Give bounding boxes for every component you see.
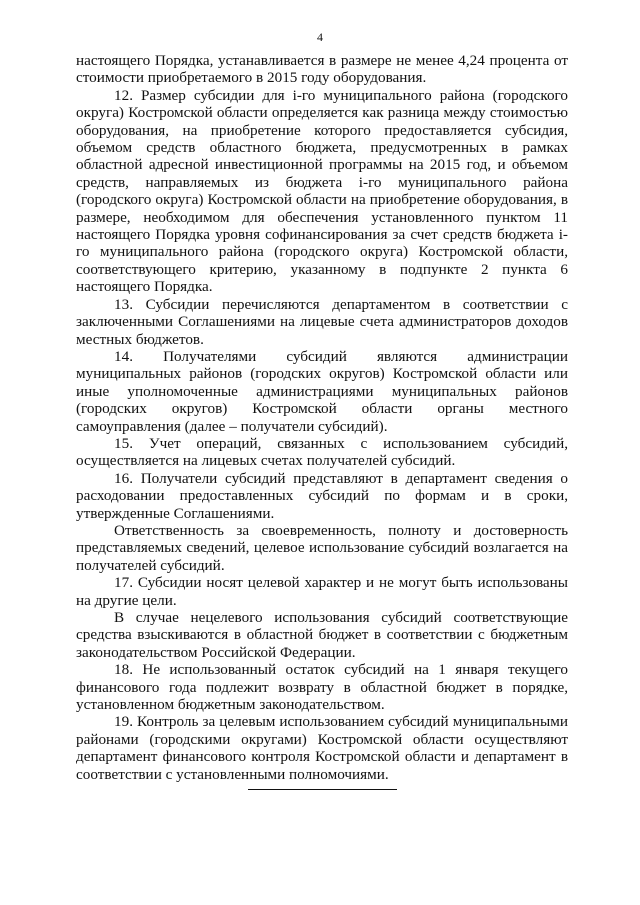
page-number: 4 xyxy=(317,30,323,44)
paragraph-19: 19. Контроль за целевым использованием субсидий муниципальными районами (городскими округами) Костромской области осуществляют департамент финансового контроля Костромской области и департамент в соответствии с установленными полномочиями. xyxy=(76,713,568,783)
paragraph-16: 16. Получатели субсидий представляют в департамент сведения о расходовании предоставленных субсидий по формам и в сроки, утвержденные Соглашениями. xyxy=(76,469,568,522)
paragraph-12: 12. Размер субсидии для i-го муниципального района (городского округа) Костромской области определяется как разница между стоимостью оборудования, на приобретение которого предоставляется субсидия, объемом средств областного бюджета, предусмотренных в рамках областной адресной инвестиционной программы на 2015 год, и объемом средств, направляемых из бюджета i-го муниципального района (городского округа) Костромской области на приобретение оборудования, в размере, необходимом для обеспечения установленного пунктом 11 настоящего Порядка уровня софинансирования за счет средств бюджета i-го муниципального района (городского округа) Костромской области, соответствующего критерию, указанному в подпункте 2 пункта 6 настоящего Порядка. xyxy=(76,86,568,296)
paragraph-14: 14. Получателями субсидий являются администрации муниципальных районов (городских округов) Костромской области или иные уполномоченные администрациями муниципальных районов (городских округов) Костромской области органы местного самоуправления (далее – получатели субсидий). xyxy=(76,347,568,435)
document-body xyxy=(76,52,568,783)
paragraph-17: 17. Субсидии носят целевой характер и не могут быть использованы на другие цели. xyxy=(76,574,568,609)
paragraph-17-misuse: В случае нецелевого использования субсидий соответствующие средства взыскиваются в областной бюджет в соответствии с бюджетным законодательством Российской Федерации. xyxy=(76,609,568,661)
paragraph-18: 18. Не использованный остаток субсидий на 1 января текущего финансового года подлежит возврату в областной бюджет в порядке, установленном бюджетным законодательством. xyxy=(76,661,568,714)
paragraph-continuation: настоящего Порядка, устанавливается в размере не менее 4,24 процента от стоимости приобретаемого в 2015 году оборудования. xyxy=(76,52,568,87)
paragraph-13: 13. Субсидии перечисляются департаментом в соответствии с заключенными Соглашениями на лицевые счета администраторов доходов местных бюджетов. xyxy=(76,295,568,348)
end-divider xyxy=(248,789,397,790)
paragraph-15: 15. Учет операций, связанных с использованием субсидий, осуществляется на лицевых счетах получателей субсидий. xyxy=(76,434,568,470)
paragraph-16-responsibility: Ответственность за своевременность, полноту и достоверность представляемых сведений, целевое использование субсидий возлагается на получателей субсидий. xyxy=(76,521,568,574)
